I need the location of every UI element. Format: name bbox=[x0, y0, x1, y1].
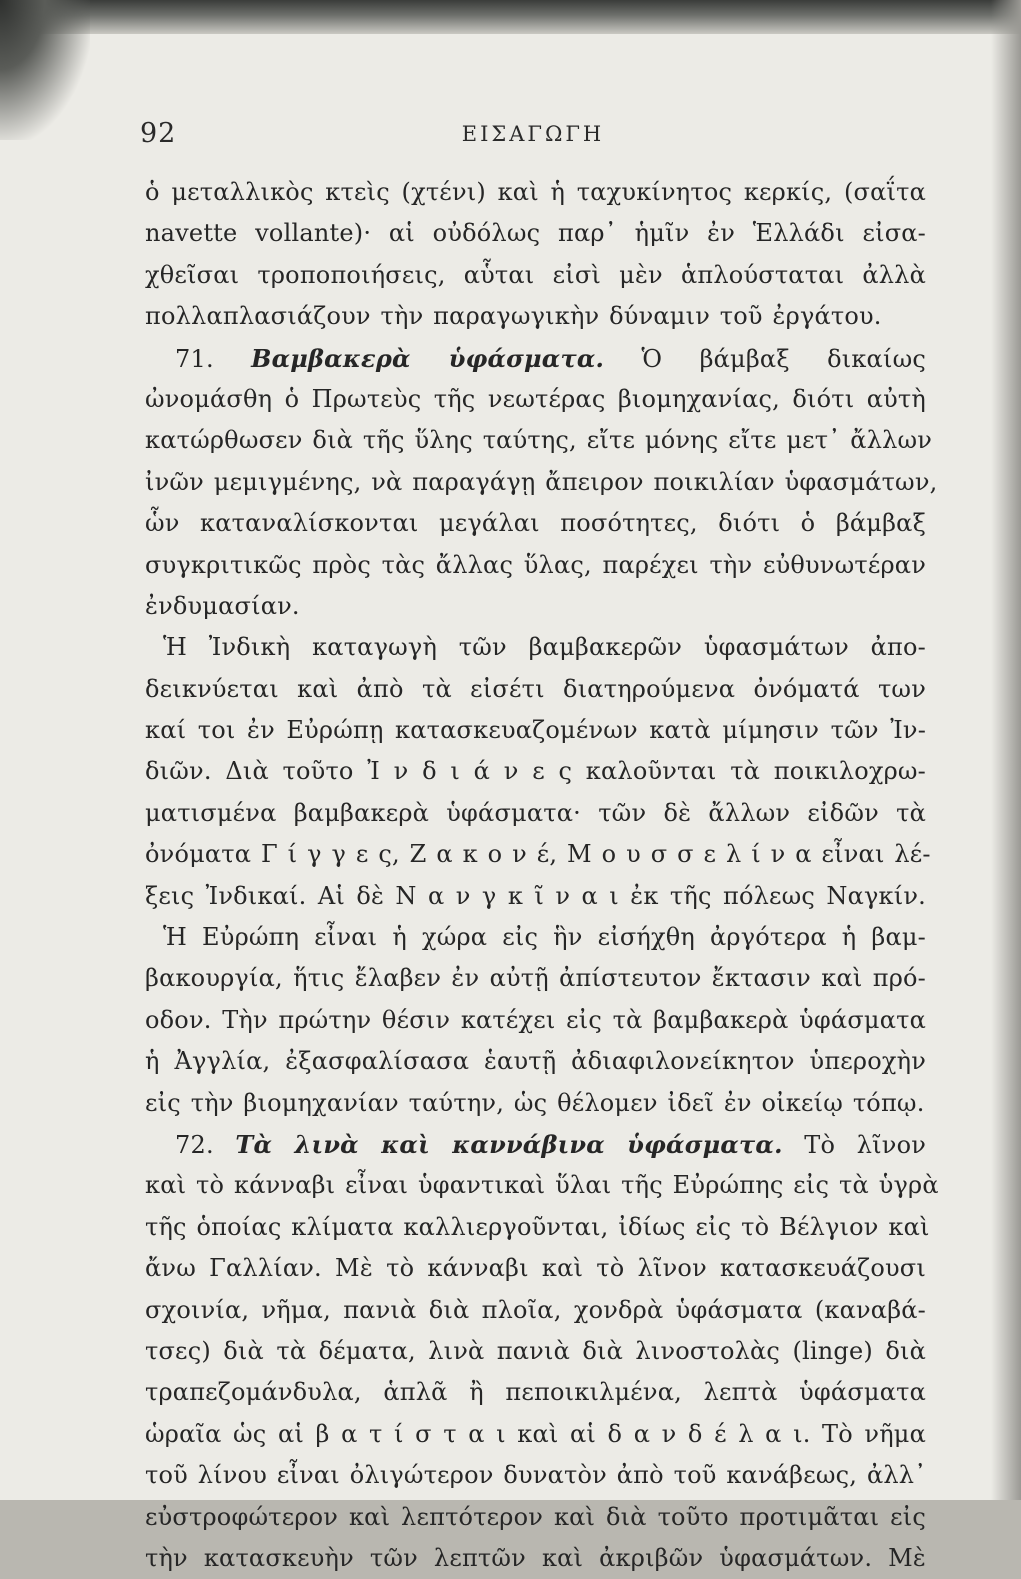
line-text: τῆς ὁποίας κλίματα καλλιεργοῦνται, ἰδίως εἰς τὸ Βέλγιον καὶ bbox=[145, 1212, 930, 1241]
text-line bbox=[145, 751, 926, 792]
line-text: ὠνομάσθη ὁ Πρωτεὺς τῆς νεωτέρας βιομηχανίας, διότι αὐτὴ bbox=[145, 384, 926, 413]
page-corner-shadow bbox=[0, 0, 90, 140]
text-line bbox=[145, 545, 926, 586]
line-text: ἄνω Γαλλίαν. Μὲ τὸ κάνναβι καὶ τὸ λῖνον κατασκευάζουσι bbox=[145, 1254, 926, 1283]
line-text: Ὁ βάμβαξ δικαίως bbox=[604, 344, 926, 373]
text-line bbox=[145, 1041, 926, 1082]
text-line bbox=[145, 1290, 926, 1331]
line-text: χθεῖσαι τροποποιήσεις, αὗται εἰσὶ μὲν ἁπλούσταται ἀλλὰ bbox=[145, 260, 926, 289]
page-number: 92 bbox=[140, 118, 177, 149]
text-line bbox=[145, 1455, 926, 1496]
text-line bbox=[145, 255, 926, 296]
line-text: ματισμένα βαμβακερὰ ὑφάσματα· τῶν δὲ ἄλλων εἰδῶν τὰ bbox=[145, 798, 926, 827]
text-line bbox=[145, 1497, 926, 1538]
line-text: Ἡ Εὐρώπη εἶναι ἡ χώρα εἰς ἣν εἰσήχθη ἀργότερα ἡ βαμ- bbox=[163, 923, 926, 952]
text-line bbox=[145, 876, 926, 917]
line-text: οδον. Τὴν πρώτην θέσιν κατέχει εἰς τὰ βαμβακερὰ ὑφάσματα bbox=[145, 1005, 926, 1034]
line-text: ὡραῖα ὡς αἱ β α τ ί σ τ α ι καὶ αἱ δ α ν δ έ λ α ι. Τὸ νῆμα bbox=[145, 1419, 926, 1448]
line-text: δεικνύεται καὶ ἀπὸ τὰ εἰσέτι διατηρούμενα ὀνόματά των bbox=[145, 674, 926, 703]
text-line bbox=[145, 1538, 926, 1579]
text-line bbox=[145, 296, 926, 337]
text-line bbox=[145, 1372, 926, 1413]
text-line bbox=[145, 1207, 930, 1248]
line-text: κατώρθωσεν διὰ τῆς ὕλης ταύτης, εἴτε μόνης εἴτε μετ᾽ ἄλλων bbox=[145, 426, 933, 455]
line-text: Τὸ λῖνον bbox=[782, 1130, 927, 1159]
line-text: εἰς τὴν βιομηχανίαν ταύτην, ὡς θέλομεν ἰδεῖ ἐν οἰκείῳ τόπῳ. bbox=[145, 1088, 925, 1117]
text-line bbox=[145, 958, 926, 999]
text-line bbox=[145, 1248, 926, 1289]
line-text: ξεις Ἰνδικαί. Αἱ δὲ Ν α ν γ κ ῖ ν α ι ἐκ τῆς πόλεως Ναγκίν. bbox=[145, 881, 926, 910]
line-text: βακουργία, ἥτις ἔλαβεν ἐν αὐτῇ ἀπίστευτον ἔκτασιν καὶ πρό- bbox=[145, 964, 926, 993]
text-line bbox=[145, 172, 926, 213]
line-text: ἡ Ἀγγλία, ἐξασφαλίσασα ἑαυτῇ ἀδιαφιλονείκητον ὑπεροχὴν bbox=[145, 1047, 926, 1076]
text-line bbox=[145, 420, 933, 461]
text-line bbox=[145, 462, 938, 503]
text-line bbox=[145, 917, 926, 958]
page-edge-right bbox=[991, 0, 1021, 1500]
text-line bbox=[145, 710, 926, 751]
text-line bbox=[145, 669, 926, 710]
line-text: σχοινία, νῆμα, πανιὰ διὰ πλοῖα, χονδρὰ ὑφάσματα (καναβά- bbox=[145, 1295, 926, 1324]
line-text: ὀνόματα Γ ί γ γ ε ς, Ζ α κ ο ν έ, Μ ο υ σ σ ε λ ί ν α εἶναι λέ- bbox=[145, 840, 931, 869]
line-text: διῶν. Διὰ τοῦτο Ἰ ν δ ι ά ν ε ς καλοῦνται τὰ ποικιλοχρω- bbox=[145, 757, 926, 786]
text-line bbox=[145, 1331, 926, 1372]
text-line bbox=[145, 627, 926, 668]
text-line bbox=[145, 379, 926, 420]
line-text: τὴν κατασκευὴν τῶν λεπτῶν καὶ ἀκριβῶν ὑφασμάτων. Μὲ bbox=[145, 1543, 926, 1572]
line-text: συγκριτικῶς πρὸς τὰς ἄλλας ὕλας, παρέχει τὴν εὐθυνωτέραν bbox=[145, 550, 926, 579]
line-text: τοῦ λίνου εἶναι ὀλιγώτερον δυνατὸν ἀπὸ τοῦ κανάβεως, ἀλλ᾽ bbox=[145, 1461, 927, 1490]
running-title: ΕΙΣΑΓΩΓΗ bbox=[461, 122, 605, 146]
line-text: ἰνῶν μεμιγμένης, νὰ παραγάγῃ ἄπειρον ποικιλίαν ὑφασμάτων, bbox=[145, 467, 938, 496]
line-text: τραπεζομάνδυλα, ἁπλᾶ ἢ πεποικιλμένα, λεπτὰ ὑφάσματα bbox=[145, 1378, 926, 1407]
line-text: καί τοι ἐν Εὐρώπῃ κατασκευαζομένων κατὰ μίμησιν τῶν Ἰν- bbox=[145, 716, 926, 745]
text-line bbox=[145, 1083, 926, 1124]
text-line bbox=[145, 1165, 939, 1206]
line-text: ἐνδυμασίαν. bbox=[145, 591, 300, 620]
section-heading-line bbox=[145, 1124, 926, 1165]
text-line bbox=[145, 793, 926, 834]
body-text bbox=[145, 172, 939, 1579]
line-text: Ἡ Ἰνδικὴ καταγωγὴ τῶν βαμβακερῶν ὑφασμάτων ἀπο- bbox=[163, 633, 926, 662]
line-text: ὧν καταναλίσκονται μεγάλαι ποσότητες, διότι ὁ βάμβαξ bbox=[145, 509, 926, 538]
text-line bbox=[145, 1000, 926, 1041]
section-number: 71. bbox=[175, 344, 252, 373]
line-text: καὶ τὸ κάνναβι εἶναι ὑφαντικαὶ ὕλαι τῆς Εὐρώπης εἰς τὰ ὑγρὰ bbox=[145, 1171, 939, 1200]
text-line bbox=[145, 503, 926, 544]
page-header bbox=[140, 118, 926, 158]
text-line bbox=[145, 834, 931, 875]
section-title: Τὰ λινὰ καὶ καννάβινα ὑφάσματα. bbox=[235, 1129, 783, 1159]
section-heading-line bbox=[145, 338, 926, 379]
text-line bbox=[145, 586, 926, 627]
text-line bbox=[145, 1414, 926, 1455]
text-line bbox=[145, 213, 926, 254]
line-text: εὐστροφώτερον καὶ λεπτότερον καὶ διὰ τοῦτο προτιμᾶται εἰς bbox=[145, 1502, 926, 1531]
section-number: 72. bbox=[175, 1130, 236, 1159]
section-title: Βαμβακερὰ ὑφάσματα. bbox=[251, 343, 605, 373]
page-edge-shadow bbox=[0, 0, 1021, 34]
line-text: τσες) διὰ τὰ δέματα, λινὰ πανιὰ διὰ λινοστολὰς (linge) διὰ bbox=[145, 1336, 926, 1365]
line-text: πολλαπλασιάζουν τὴν παραγωγικὴν δύναμιν τοῦ ἐργάτου. bbox=[145, 302, 882, 331]
line-text: navette vollante)· αἱ οὐδόλως παρ᾽ ἡμῖν ἐν Ἑλλάδι εἰσα- bbox=[145, 219, 926, 248]
line-text: ὁ μεταλλικὸς κτεὶς (χτένι) καὶ ἡ ταχυκίνητος κερκίς, (σαΐτα bbox=[145, 178, 926, 206]
